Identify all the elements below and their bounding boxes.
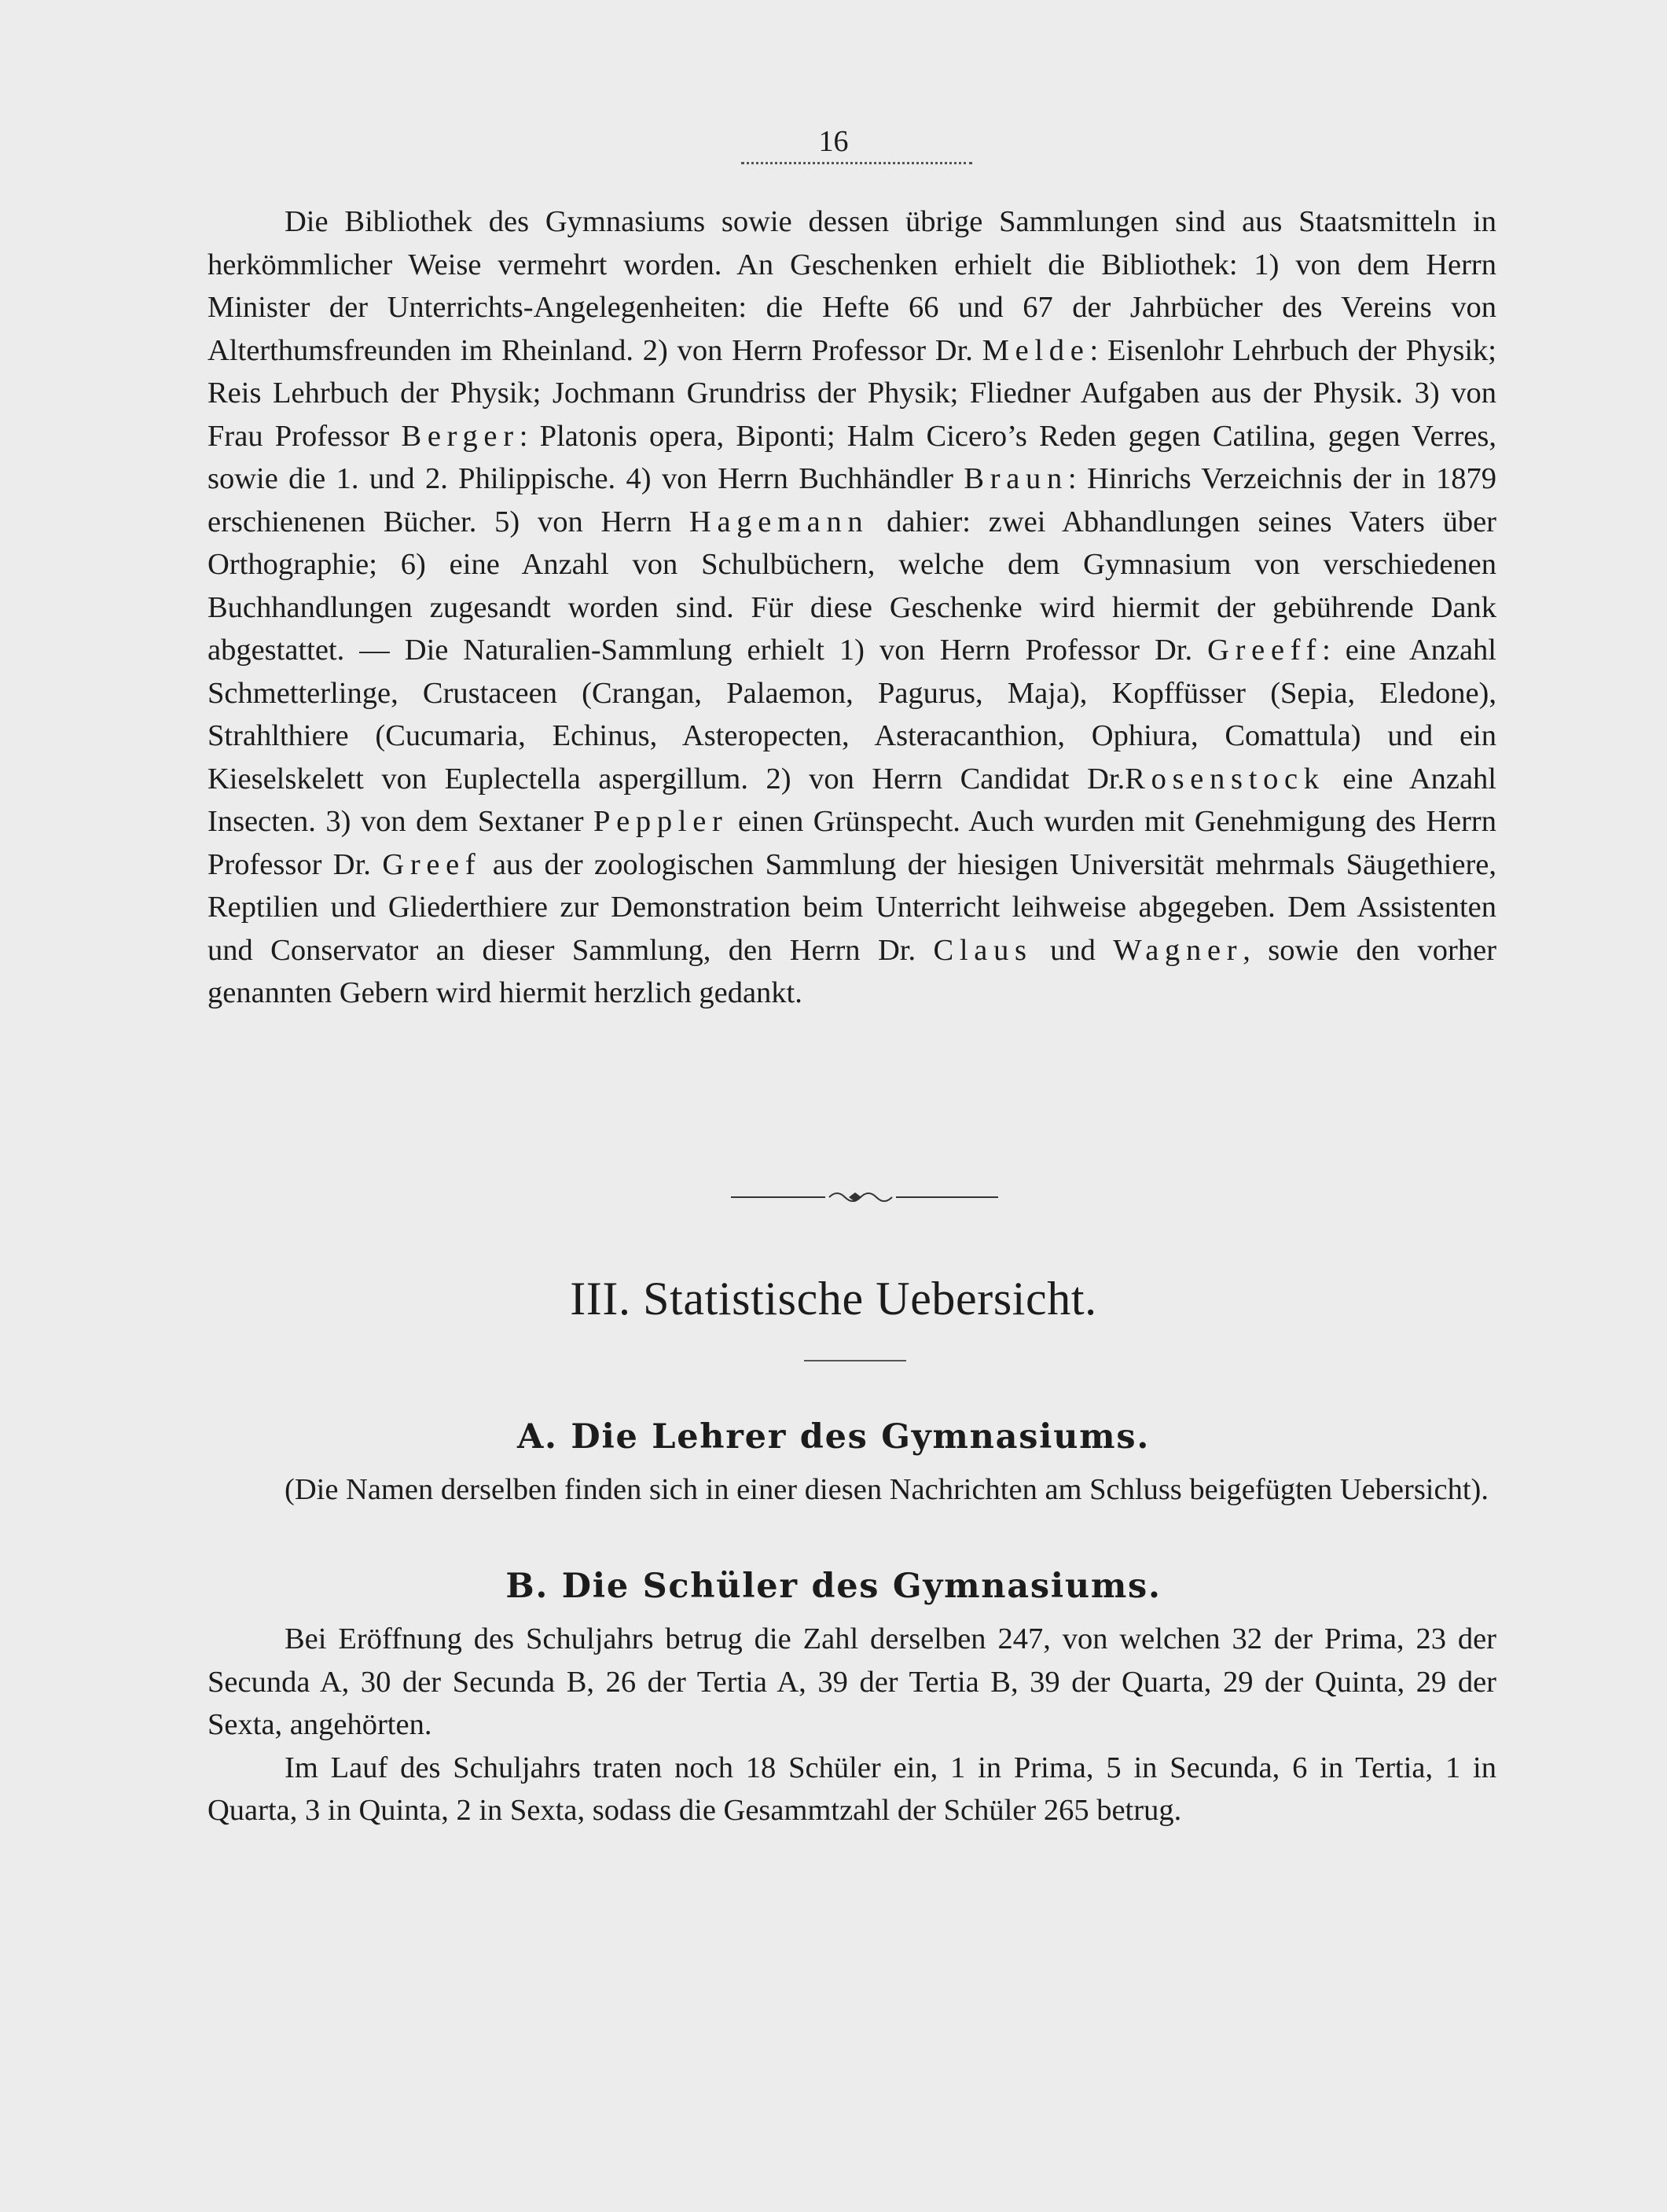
text-segment: Die Bibliothek des Gymnasiums sowie dessen übrige Sammlungen sind aus Staatsmitteln in herkömmlicher Weise vermehrt worden. An Geschenken erhielt die Bibliothek: 1) von dem Herrn Minister der Unterrichts-Angelegenheiten: die Hefte 66 und 67 der Jahrbücher des Vereins von Alterthumsfreunden im Rheinland. 2) von Herrn Professor Dr.	[207, 205, 1496, 367]
paragraph-teachers-note	[207, 1468, 1496, 1512]
spaced-name: Braun	[964, 462, 1068, 495]
text-segment: aus der zoologischen Sammlung der hiesigen Universität mehrmals Säugethiere, Reptilien und Gliederthiere zur Demonstration beim Unterricht leihweise abgegeben. Dem Assistenten und Conservator an dieser Sammlung, den Herrn Dr.	[207, 847, 1496, 967]
text-segment: , sowie den vorher genannten Gebern wird hiermit herzlich gedankt.	[207, 933, 1497, 1009]
section-heading-rule	[804, 1360, 906, 1361]
ornament-divider-icon	[731, 1185, 998, 1209]
text-segment: : eine Anzahl Schmetterlinge, Crustaceen (Crangan, Palaemon, Pagurus, Maja), Kopffüsser (Sepia, Eledone), Strahlthiere (Cucumaria, Echinus, Asteropecten, Asteracanthion, Ophiura, Comattula) und ein Kieselskelett von Euplectella aspergillum. 2) von Herrn Candidat Dr.	[207, 634, 1496, 796]
spaced-name: Berger	[401, 419, 520, 453]
text-segment: : Eisenlohr Lehrbuch der Physik; Reis Lehrbuch der Physik; Jochmann Grundriss der Physik; Fliedner Aufgaben aus der Physik. 3) von Frau Professor	[207, 333, 1496, 453]
text-segment: : Platonis opera, Biponti; Halm Cicero’s Reden gegen Catilina, gegen Verres, sowie die 1. und 2. Philippische. 4) von Herrn Buchhändler	[207, 419, 1496, 495]
text-segment: und	[1032, 933, 1114, 967]
page-number: 16	[818, 125, 849, 158]
subheading-students: B. Die Schüler des Gymnasiums.	[505, 1567, 1162, 1606]
spaced-name: Greef	[382, 847, 482, 881]
spaced-name: Wagner	[1113, 933, 1243, 967]
paragraph-students	[207, 1618, 1496, 1832]
paragraph-teachers-note-text: (Die Namen derselben finden sich in einer diesen Nachrichten am Schluss beigefügten Uebersicht).	[285, 1473, 1489, 1506]
text-segment: : Hinrichs Verzeichnis der in 1879 erschienenen Bücher. 5) von Herrn	[207, 462, 1497, 538]
subheading-teachers: A. Die Lehrer des Gymnasiums.	[516, 1417, 1151, 1457]
text-segment: einen Grünspecht. Auch wurden mit Genehmigung des Herrn Professor Dr.	[207, 805, 1496, 881]
page-number-rule	[741, 162, 972, 164]
spaced-name: Melde	[982, 333, 1090, 367]
spaced-name: Claus	[933, 933, 1033, 967]
text-segment: eine Anzahl Insecten. 3) von dem Sextaner	[207, 762, 1496, 838]
spaced-name: Greeff	[1207, 634, 1323, 667]
spaced-name: Peppler	[593, 805, 729, 838]
spaced-name: Hagemann	[688, 505, 869, 538]
text-segment: dahier: zwei Abhandlungen seines Vaters über Orthographie; 6) eine Anzahl von Schulbüchern, welche dem Gymnasium von verschiedenen Buchhandlungen zugesandt worden sind. Für diese Geschenke wird hiermit der gebührende Dank abgestattet. — Die Naturalien-Sammlung erhielt 1) von Herrn Professor Dr.	[207, 505, 1496, 667]
paragraph-students-opening: Bei Eröffnung des Schuljahrs betrug die Zahl derselben 247, von welchen 32 der Prima, 23 der Secunda A, 30 der Secunda B, 26 der Tertia A, 39 der Tertia B, 39 der Quarta, 29 der Quinta, 29 der Sexta, angehörten.	[207, 1622, 1496, 1741]
paragraph-students-additions: Im Lauf des Schuljahrs traten noch 18 Schüler ein, 1 in Prima, 5 in Secunda, 6 in Tertia, 1 in Quarta, 3 in Quinta, 2 in Sexta, sodass die Gesammtzahl der Schüler 265 betrug.	[207, 1751, 1496, 1827]
paragraph-main-text	[207, 200, 1496, 1015]
section-heading: III. Statistische Uebersicht.	[570, 1273, 1097, 1325]
paragraph-library-collections	[207, 200, 1496, 1015]
spaced-name: Rosenstock	[1125, 762, 1325, 796]
